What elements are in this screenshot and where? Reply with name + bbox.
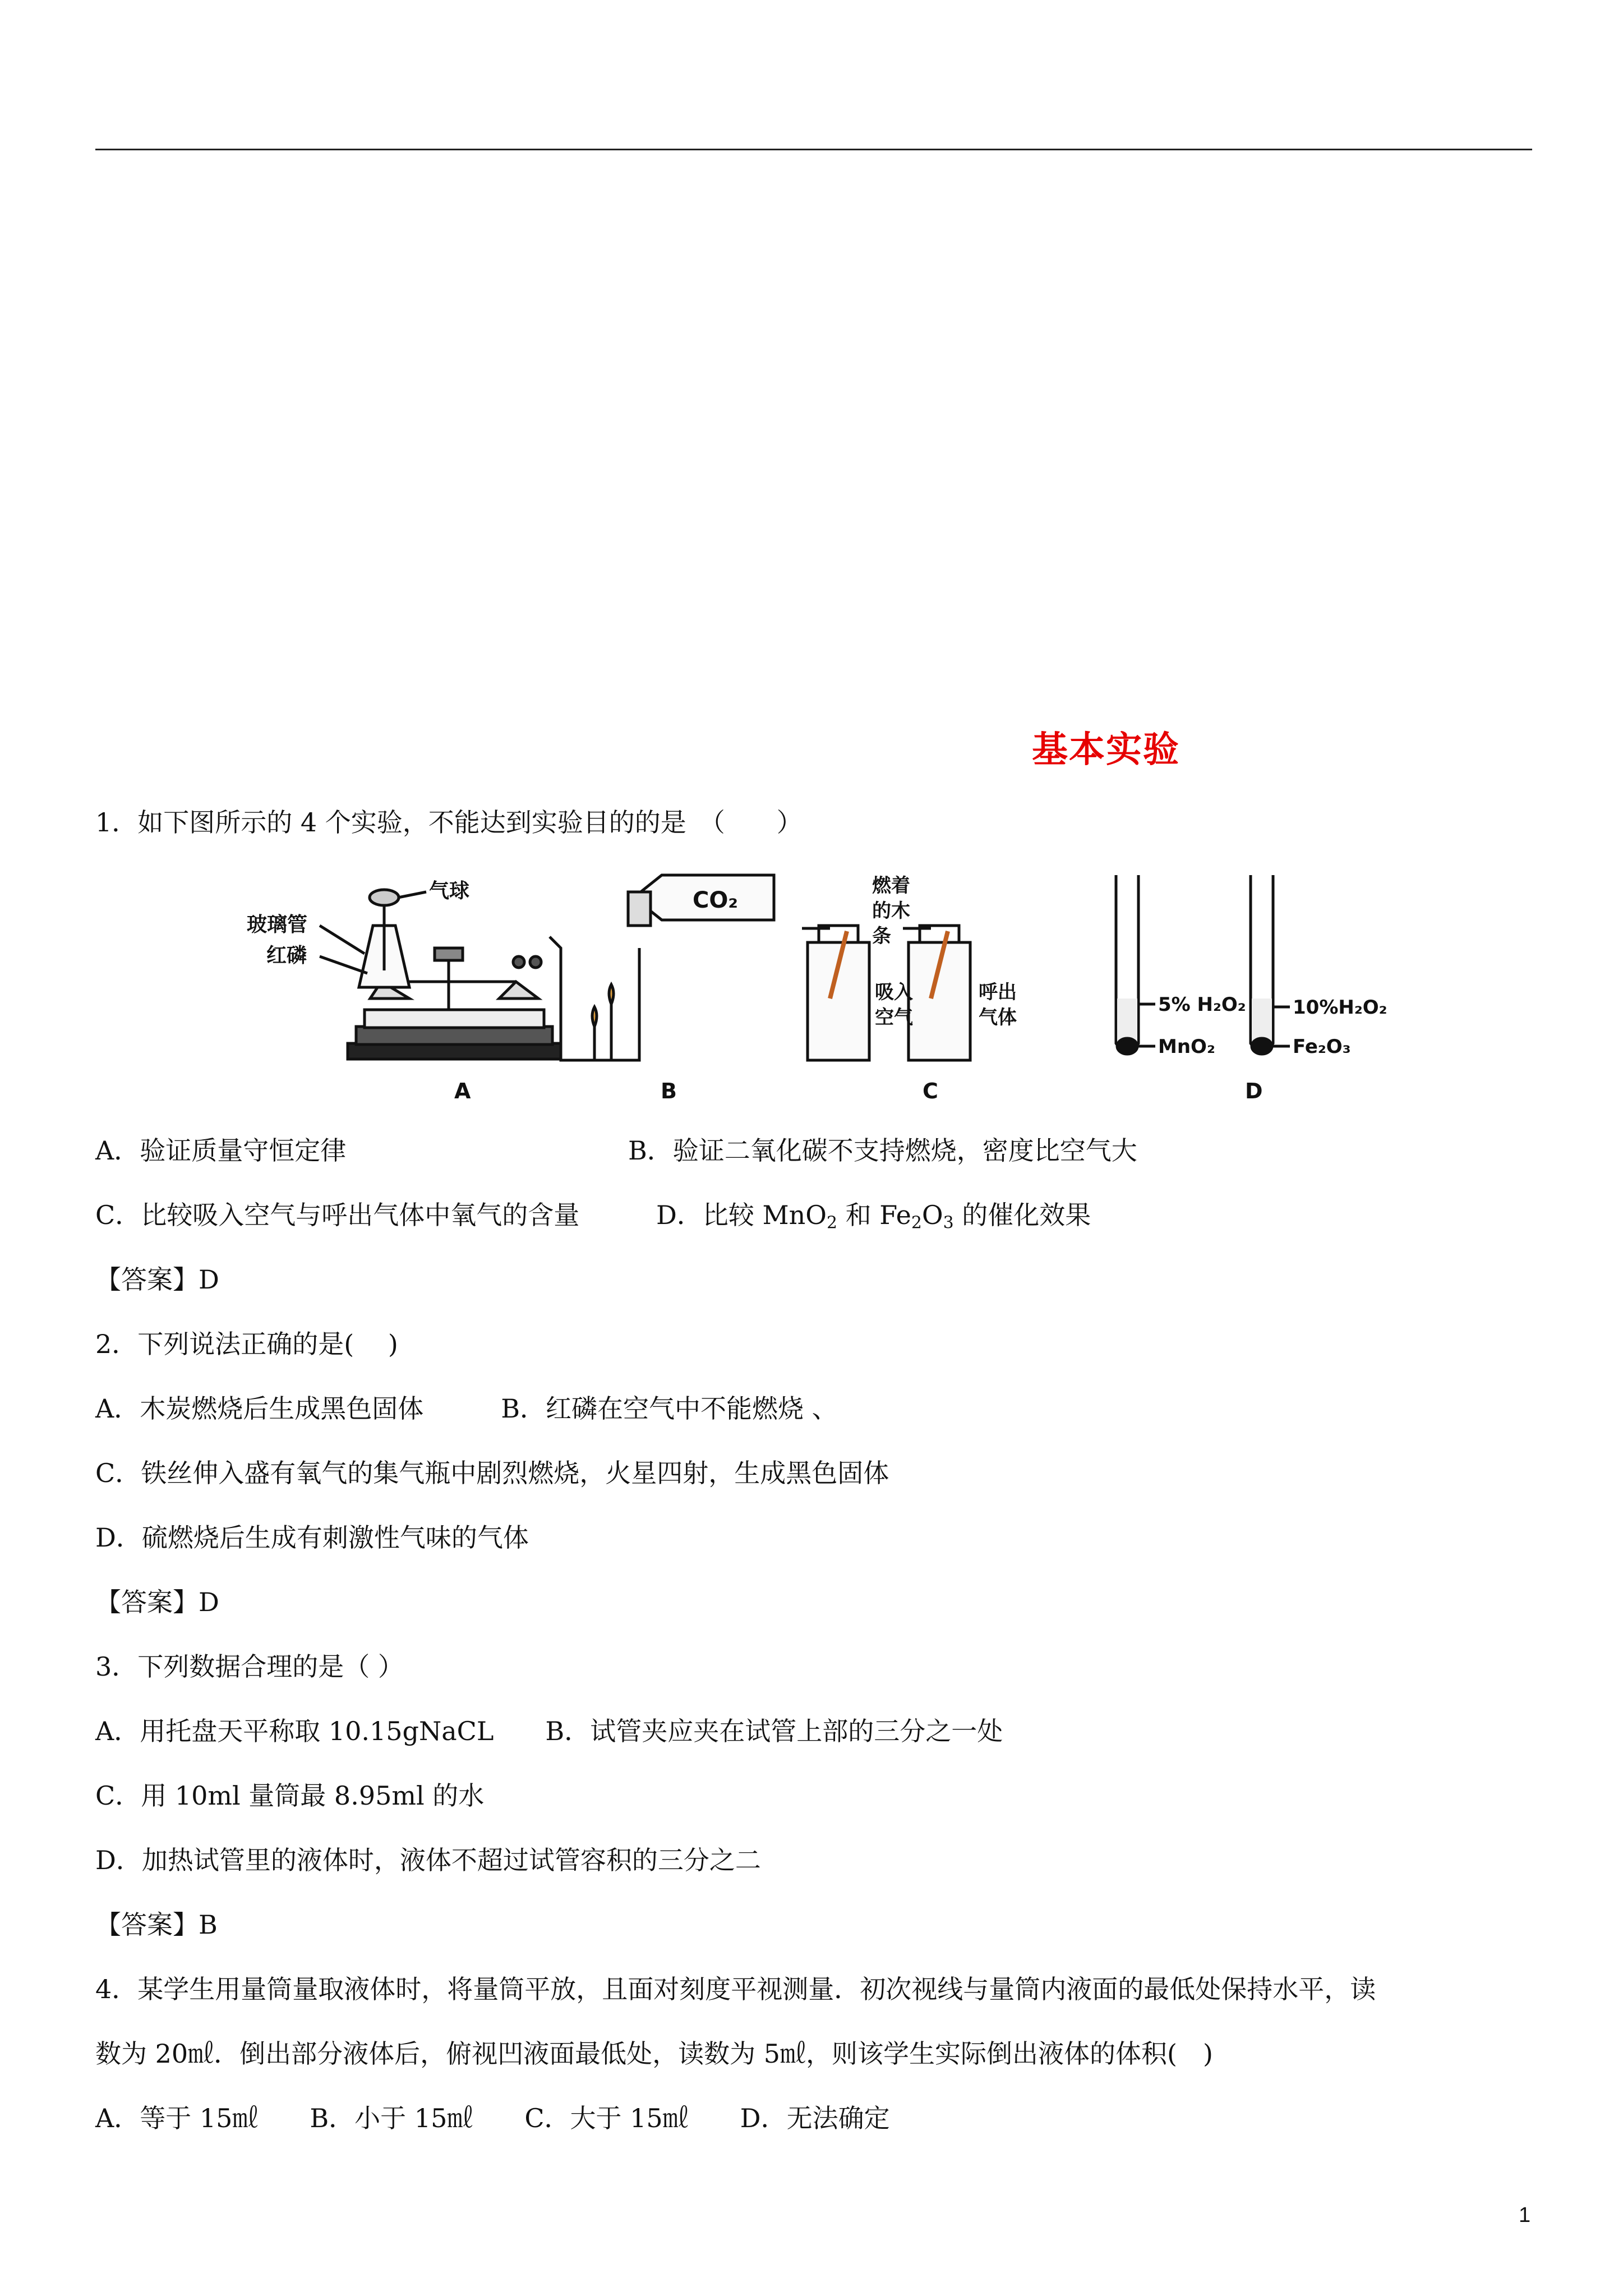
page-title: 基本实验 xyxy=(1032,729,1180,771)
figure-d-caption: D xyxy=(1245,1079,1263,1103)
question-3-answer: 【答案】B xyxy=(95,1910,218,1940)
question-4-stem-line-2: 数为 20㎖．倒出部分液体后，俯视凹液面最低处，读数为 5㎖，则该学生实际倒出液体的体积( ) xyxy=(95,2039,1213,2069)
figure-d-label-fe2o3: Fe₂O₃ xyxy=(1293,1036,1351,1058)
figure-b-beaker xyxy=(550,875,774,1060)
experiment-figure xyxy=(236,858,1413,1105)
question-2-answer: 【答案】D xyxy=(95,1587,219,1617)
figure-c-label-inhaled-1: 吸入 xyxy=(875,981,913,1004)
question-3-options-ab: A．用托盘天平称取 10.15gNaCL B．试管夹应夹在试管上部的三分之一处 xyxy=(95,1716,1003,1746)
figure-a-label-balloon: 气球 xyxy=(429,880,470,903)
figure-b-label-co2: CO₂ xyxy=(693,887,738,913)
figure-a-balance xyxy=(320,890,561,1059)
header-rule xyxy=(95,149,1532,150)
figure-c-label-burning-2: 的木 xyxy=(872,900,910,922)
question-1-stem: 1．如下图所示的 4 个实验，不能达到实验目的的是 （ ） xyxy=(95,807,803,838)
figure-a-label-red-phosphorus: 红磷 xyxy=(266,944,307,967)
question-4-options: A．等于 15㎖ B．小于 15㎖ C．大于 15㎖ D．无法确定 xyxy=(95,2103,890,2133)
page-number: 1 xyxy=(1519,2203,1531,2227)
question-2-options-ab: A．木炭燃烧后生成黑色固体 B．红磷在空气中不能燃烧 、 xyxy=(95,1393,838,1424)
question-2-option-d: D．硫燃烧后生成有刺激性气味的气体 xyxy=(95,1522,529,1553)
question-2-option-c: C．铁丝伸入盛有氧气的集气瓶中剧烈燃烧，火星四射，生成黑色固体 xyxy=(95,1458,889,1488)
figure-c-label-exhaled-2: 气体 xyxy=(979,1006,1017,1029)
figure-a-caption: A xyxy=(454,1079,471,1103)
figure-d-label-h2o2-10: 10%H₂O₂ xyxy=(1293,996,1387,1019)
figure-a-label-glass-tube: 玻璃管 xyxy=(247,913,308,936)
question-3-stem: 3．下列数据合理的是（ ） xyxy=(95,1651,404,1682)
question-3-option-c: C．用 10ml 量筒最 8.95ml 的水 xyxy=(95,1780,485,1811)
question-2-stem: 2．下列说法正确的是( ) xyxy=(95,1329,398,1359)
figure-c-label-inhaled-2: 空气 xyxy=(875,1006,913,1029)
figure-b-caption: B xyxy=(661,1079,677,1103)
figure-d-label-h2o2-5: 5% H₂O₂ xyxy=(1158,993,1246,1016)
question-1-option-a: A．验证质量守恒定律 xyxy=(95,1135,347,1166)
question-1-option-c: C．比较吸入空气与呼出气体中氧气的含量 xyxy=(95,1200,580,1230)
question-1-option-d: D．比较 MnO$_2$ 和 $Fe_2O_3$ 的催化效果 xyxy=(656,1200,1091,1233)
figure-c-label-burning-3: 条 xyxy=(872,925,891,947)
figure-c-label-burning-1: 燃着 xyxy=(872,875,910,897)
figure-d-test-tubes xyxy=(1116,875,1290,1054)
question-1-answer: 【答案】D xyxy=(95,1264,219,1295)
question-1-option-b: B．验证二氧化碳不支持燃烧，密度比空气大 xyxy=(628,1135,1137,1166)
question-4-stem-line-1: 4．某学生用量筒量取液体时，将量筒平放，且面对刻度平视测量．初次视线与量筒内液面的最低处保持水平，读 xyxy=(95,1974,1376,2004)
figure-d-label-mno2: MnO₂ xyxy=(1158,1036,1215,1058)
figure-c-caption: C xyxy=(923,1079,938,1103)
figure-c-label-exhaled-1: 呼出 xyxy=(979,981,1017,1004)
question-3-option-d: D．加热试管里的液体时，液体不超过试管容积的三分之二 xyxy=(95,1845,761,1875)
